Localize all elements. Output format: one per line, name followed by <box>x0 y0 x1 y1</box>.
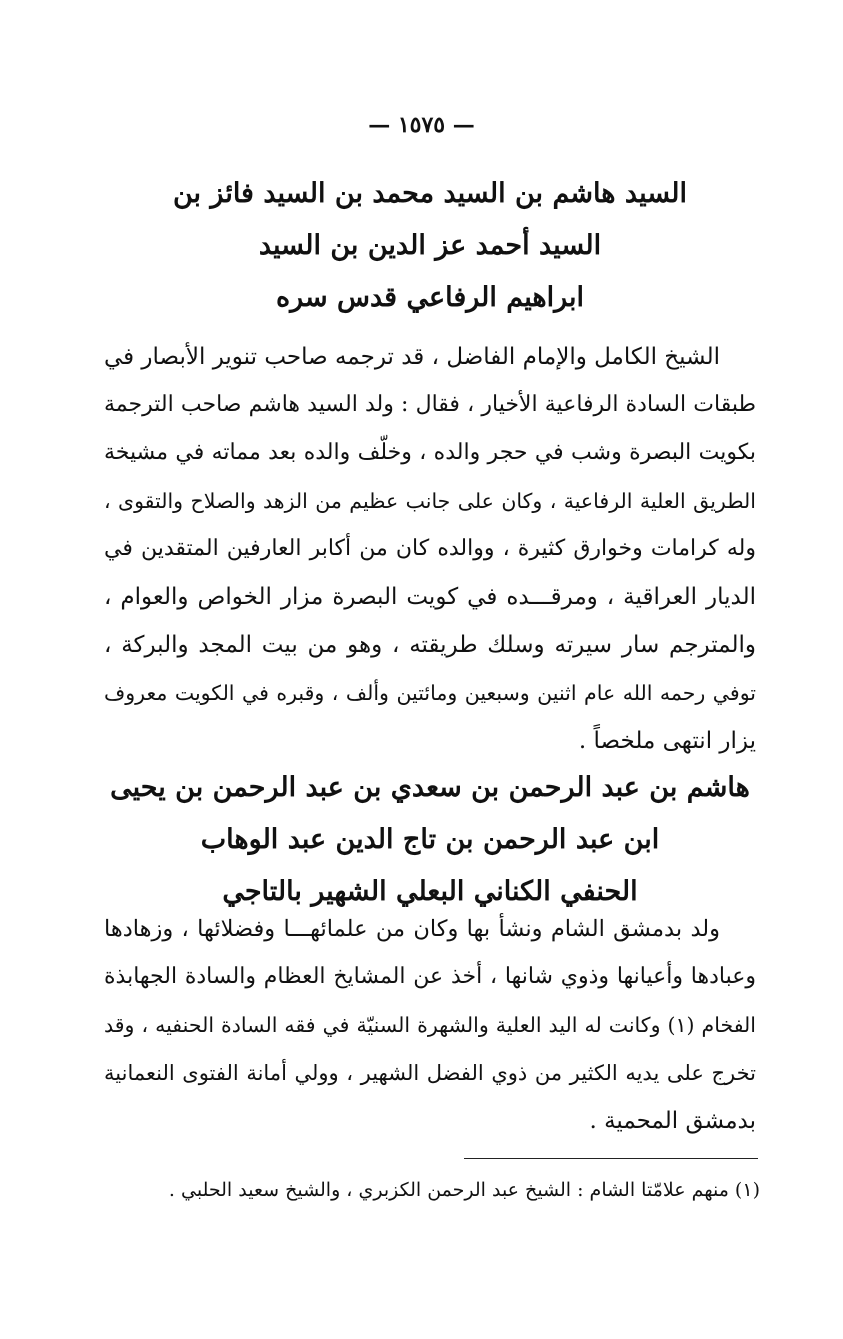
entry-1-title-line: السيد أحمد عز الدين بن السيد <box>258 230 602 261</box>
page-number: — ١٥٧٥ — <box>368 112 475 138</box>
entry-2-title-line: الحنفي الكناني البعلي الشهير بالتاجي <box>222 876 638 907</box>
entry-2-body-line: وعبادها وأعيانها وذوي شانها ، أخذ عن المشايخ العظام والسادة الجهابذة <box>104 964 756 989</box>
footnote: (١) منهم علامّتا الشام : الشيخ عبد الرحمن الكزبري ، والشيخ سعيد الحلبي . <box>168 1179 760 1201</box>
entry-1-body-line: طبقات السادة الرفاعية الأخيار ، فقال : ولد السيد هاشم صاحب الترجمة <box>104 392 756 417</box>
entry-1-body-line: الطريق العلية الرفاعية ، وكان على جانب عظيم من الزهد والصلاح والتقوى ، <box>104 489 756 513</box>
entry-1-body <box>104 333 756 765</box>
entry-1-body-line: بكويت البصرة وشب في حجر والده ، وخلّف والده بعد مماته في مشيخة <box>104 440 756 465</box>
entry-1-body-line: والمترجم سار سيرته وسلك طريقته ، وهو من بيت المجد والبركة ، <box>104 632 756 658</box>
entry-2-body-line: ولد بدمشق الشام ونشأ بها وكان من علمائهـــا وفضلائها ، وزهادها <box>104 916 720 942</box>
entry-2-body <box>104 905 756 1145</box>
entry-2-body-line: الفخام (١) وكانت له اليد العلية والشهرة السنيّة في فقه السادة الحنفيه ، وقد <box>104 1013 756 1037</box>
entry-2-title-line: ابن عبد الرحمن بن تاج الدين عبد الوهاب <box>200 824 660 855</box>
entry-1-title <box>100 168 760 324</box>
entry-1-body-line: الديار العراقية ، ومرقـــده في كويت البصرة مزار الخواص والعوام ، <box>104 584 756 610</box>
entry-1-body-line: يزار انتهى ملخصاً . <box>578 728 756 754</box>
footnote-divider <box>464 1158 758 1159</box>
entry-2-body-line: تخرج على يديه الكثير من ذوي الفضل الشهير ، وولي أمانة الفتوى النعمانية <box>104 1061 756 1085</box>
entry-2-title-line: هاشم بن عبد الرحمن بن سعدي بن عبد الرحمن بن يحيى <box>110 772 750 803</box>
entry-2-title <box>100 762 760 918</box>
entry-1-title-line: ابراهيم الرفاعي قدس سره <box>275 282 585 313</box>
entry-1-body-line: وله كرامات وخوارق كثيرة ، ووالده كان من أكابر العارفين المتقدين في <box>104 536 756 561</box>
entry-1-body-line: الشيخ الكامل والإمام الفاضل ، قد ترجمه صاحب تنوير الأبصار في <box>103 344 720 370</box>
entry-1-body-line: توفي رحمه الله عام اثنين وسبعين ومائتين وألف ، وقبره في الكويت معروف <box>104 681 756 705</box>
entry-2-body-line: بدمشق المحمية . <box>589 1108 756 1134</box>
entry-1-title-line: السيد هاشم بن السيد محمد بن السيد فائز بن <box>172 178 688 209</box>
